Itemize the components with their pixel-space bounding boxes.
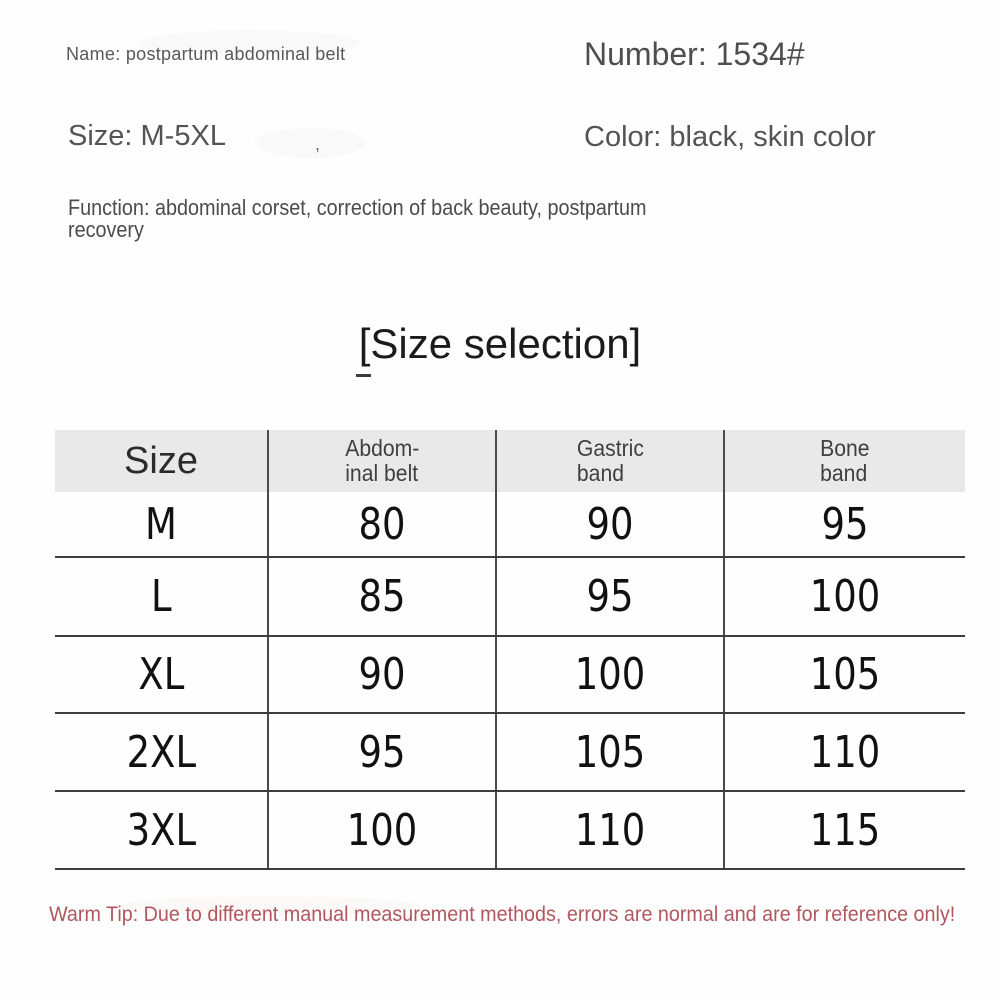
heading-dash-mark (356, 374, 371, 377)
size-comma-mark: , (315, 134, 321, 154)
size-value: 2XL (126, 726, 196, 778)
measure-value: 110 (809, 726, 881, 778)
abdominal-belt-cell (268, 636, 496, 713)
table-row (55, 557, 965, 636)
measure-value: 100 (574, 649, 646, 700)
table-row (55, 492, 965, 557)
table-header-row (55, 430, 965, 492)
size-value: XL (138, 649, 184, 700)
abdominal-belt-cell (268, 492, 496, 557)
abdominal-belt-cell (268, 791, 496, 869)
size-cell (55, 636, 268, 713)
product-name-label: Name: postpartum abdominal belt (66, 44, 346, 64)
size-cell (55, 492, 268, 557)
bone-band-cell (724, 557, 965, 636)
bone-band-cell (724, 636, 965, 713)
column-header-label: Gastric band (576, 435, 644, 486)
measure-value: 110 (574, 804, 646, 856)
measure-value: 105 (574, 726, 646, 778)
size-selection-heading: [Size selection] (358, 320, 642, 367)
bone-band-cell (724, 492, 965, 557)
column-header-size: Size (55, 430, 268, 492)
size-cell (55, 713, 268, 791)
size-chart-table (55, 430, 965, 870)
abdominal-belt-cell (268, 713, 496, 791)
column-header-abdominal-belt (268, 430, 496, 492)
measure-value: 105 (809, 649, 881, 700)
measure-value: 85 (358, 571, 406, 622)
gastric-band-cell (496, 492, 724, 557)
size-cell (55, 791, 268, 869)
gastric-band-cell (496, 636, 724, 713)
table-row (55, 791, 965, 869)
gastric-band-cell (496, 713, 724, 791)
size-value: M (145, 498, 177, 550)
column-header-label: Abdom- inal belt (344, 435, 420, 486)
warm-tip-text: Warm Tip: Due to different manual measurement methods, errors are normal and are for reference only! (49, 903, 956, 926)
measure-value: 90 (358, 649, 406, 700)
size-cell (55, 557, 268, 636)
measure-value: 115 (809, 804, 881, 856)
gastric-band-cell (496, 791, 724, 869)
measure-value: 100 (809, 571, 881, 622)
column-header-label: Bone band (820, 435, 870, 486)
column-header-bone-band (724, 430, 965, 492)
background-smudge (255, 128, 365, 158)
column-header-gastric-band (496, 430, 724, 492)
table-row (55, 636, 965, 713)
product-number-label: Number: 1534# (584, 36, 805, 72)
measure-value: 95 (586, 571, 634, 622)
measure-value: 95 (358, 726, 406, 778)
bone-band-cell (724, 713, 965, 791)
product-function-label: Function: abdominal corset, correction of back beauty, postpartum recovery (68, 195, 647, 242)
product-color-label: Color: black, skin color (584, 121, 876, 153)
abdominal-belt-cell (268, 557, 496, 636)
measure-value: 95 (821, 498, 869, 550)
size-value: 3XL (126, 804, 196, 856)
table-row (55, 713, 965, 791)
measure-value: 100 (346, 804, 418, 856)
bone-band-cell (724, 791, 965, 869)
product-size-label: Size: M-5XL (68, 120, 226, 152)
measure-value: 80 (358, 498, 406, 550)
gastric-band-cell (496, 557, 724, 636)
measure-value: 90 (586, 498, 634, 550)
size-value: L (150, 571, 172, 622)
